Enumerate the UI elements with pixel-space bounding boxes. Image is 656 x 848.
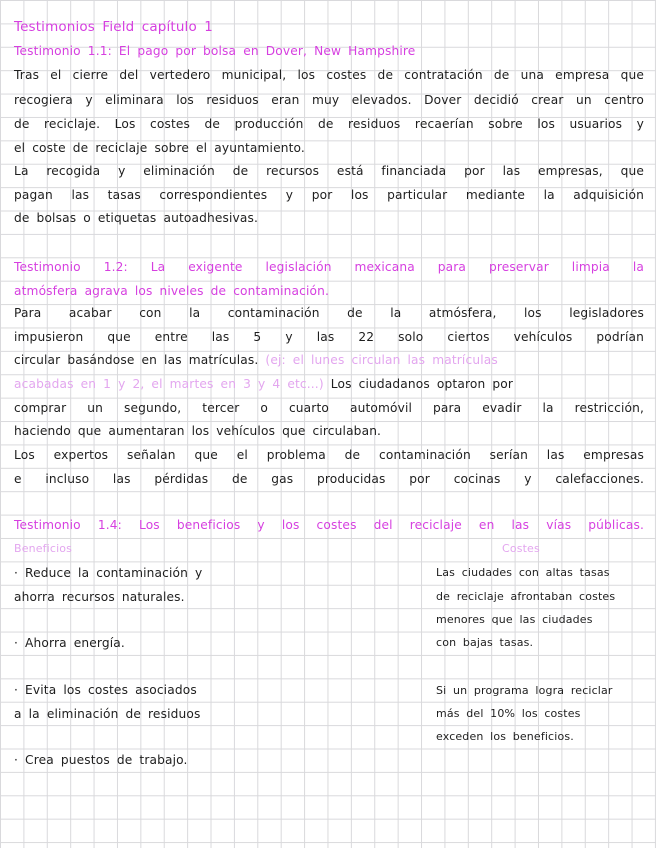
section-1-line: de reciclaje. Los costes de producción de residuos recaerían sobre los usuarios y — [14, 117, 644, 131]
cost-item: Las ciudades con altas tasas — [436, 566, 610, 579]
cost-item-cont: con bajas tasas. — [436, 636, 534, 649]
benefit-item: · Ahorra energía. — [14, 636, 125, 650]
benefit-item: · Crea puestos de trabajo. — [14, 753, 188, 767]
cost-item-cont: más del 10% los costes — [436, 707, 581, 720]
section-1-heading: Testimonio 1.1: El pago por bolsa en Dover, New Hampshire — [14, 44, 416, 58]
section-2-heading-cont: atmósfera agrava los niveles de contaminación. — [14, 284, 330, 298]
section-2-example-note: (ej: el lunes circulan las matrículas — [258, 353, 498, 367]
benefit-item: · Reduce la contaminación y — [14, 566, 203, 580]
benefits-label: Beneficios — [14, 542, 73, 555]
section-2-line: impusieron que entre las 5 y las 22 solo ciertos vehículos podrían — [14, 330, 644, 344]
section-1-line: Tras el cierre del vertedero municipal, los costes de contratación de una empresa que — [14, 68, 644, 82]
section-2-text: circular basándose en las matrículas. — [14, 353, 259, 367]
section-1-line: recogiera y eliminara los residuos eran muy elevados. Dover decidió crear un centro — [14, 93, 644, 107]
section-2-line: comprar un segundo, tercer o cuarto automóvil para evadir la restricción, — [14, 401, 644, 415]
benefit-item-cont: ahorra recursos naturales. — [14, 590, 185, 604]
cost-item-cont: menores que las ciudades — [436, 613, 593, 626]
cost-item: Si un programa logra reciclar — [436, 684, 613, 697]
benefit-item: · Evita los costes asociados — [14, 683, 197, 697]
section-1-line: el coste de reciclaje sobre el ayuntamiento. — [14, 141, 305, 155]
section-2-line: haciendo que aumentaran los vehículos que circulaban. — [14, 424, 382, 438]
cost-item-cont: de reciclaje afrontaban costes — [436, 590, 616, 603]
section-2-line — [14, 375, 644, 393]
page-title: Testimonios Field capítulo 1 — [14, 19, 214, 35]
section-2-example-note: acabadas en 1 y 2, el martes en 3 y 4 etc...) — [14, 377, 324, 391]
section-2-line: Los expertos señalan que el problema de contaminación serían las empresas — [14, 448, 644, 462]
costs-label: Costes — [502, 542, 540, 555]
section-1-line: de bolsas o etiquetas autoadhesivas. — [14, 211, 259, 225]
section-1-line: La recogida y eliminación de recursos está financiada por las empresas, que — [14, 164, 644, 178]
section-2-heading: Testimonio 1.2: La exigente legislación mexicana para preservar limpia la — [14, 260, 644, 274]
section-2-line: Para acabar con la contaminación de la atmósfera, los legisladores — [14, 306, 644, 320]
section-1-line: pagan las tasas correspondientes y por los particular mediante la adquisición — [14, 188, 644, 202]
benefit-item-cont: a la eliminación de residuos — [14, 707, 201, 721]
cost-item-cont: exceden los beneficios. — [436, 730, 574, 743]
section-2-line: e incluso las pérdidas de gas producidas por cocinas y calefacciones. — [14, 472, 644, 486]
section-2-text: Los ciudadanos optaron por — [323, 377, 513, 391]
section-2-line — [14, 351, 644, 369]
section-3-heading: Testimonio 1.4: Los beneficios y los costes del reciclaje en las vías públicas. — [14, 518, 644, 532]
